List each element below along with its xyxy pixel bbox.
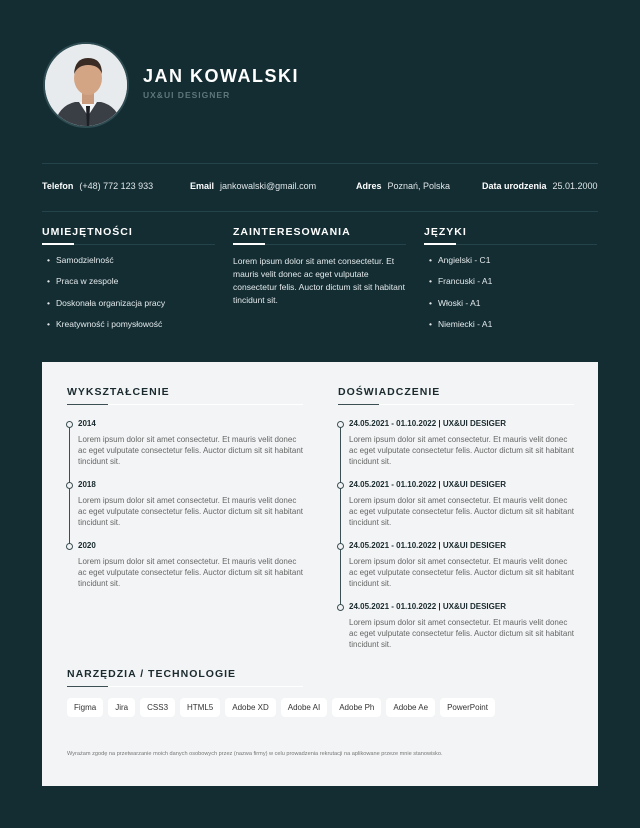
list-item: • Francuski - A1 <box>424 276 597 297</box>
tool-chip: Adobe Ph <box>332 698 381 717</box>
timeline-entry <box>67 541 303 602</box>
timeline-entry <box>338 480 574 541</box>
tool-chip: Jira <box>108 698 135 717</box>
entry-text: Lorem ipsum dolor sit amet consectetur. Et mauris velit donec ac eget vulputate consectetur felis. Auctor dictum sit sit habitant tincidunt sit. <box>349 496 575 527</box>
list-item: • Włoski - A1 <box>424 298 597 319</box>
section-heading: NARZĘDZIA / TECHNOLOGIE <box>67 668 303 687</box>
timeline-entry <box>67 480 303 541</box>
timeline-dot-icon <box>337 421 344 428</box>
timeline-entry <box>338 541 574 602</box>
section-heading: UMIEJĘTNOŚCI <box>42 226 215 245</box>
section-heading: ZAINTERESOWANIA <box>233 226 406 245</box>
timeline-entry <box>338 419 574 480</box>
profile-photo <box>43 42 129 128</box>
consent-note: Wyrażam zgodę na przetwarzanie moich danych osobowych przez (nazwa firmy) w celu prowadzenia rekrutacji na aplikowane przeze mnie stanowisko. <box>67 751 443 757</box>
tool-chip: Figma <box>67 698 103 717</box>
tools-section <box>67 668 495 717</box>
languages-section <box>424 226 597 340</box>
entry-text: Lorem ipsum dolor sit amet consectetur. Et mauris velit donec ac eget vulputate consectetur felis. Auctor dictum sit sit habitant tincidunt sit. <box>349 435 575 466</box>
experience-section <box>338 386 574 663</box>
timeline-entry <box>338 602 574 663</box>
interests-section <box>233 226 406 307</box>
contact-phone: Telefon (+48) 772 123 933 <box>42 181 154 191</box>
contact-address: Adres Poznań, Polska <box>356 181 451 191</box>
tool-chip: CSS3 <box>140 698 175 717</box>
skills-section <box>42 226 215 340</box>
divider <box>42 163 598 164</box>
education-section <box>67 386 303 602</box>
timeline-dot-icon <box>337 543 344 550</box>
entry-title: 24.05.2021 - 01.10.2022 | UX&UI DESIGER <box>349 602 506 611</box>
main-panel <box>42 362 598 786</box>
contact-birthdate: Data urodzenia 25.01.2000 <box>482 181 598 191</box>
timeline-dot-icon <box>337 482 344 489</box>
entry-text: Lorem ipsum dolor sit amet consectetur. Et mauris velit donec ac eget vulputate consectetur felis. Auctor dictum sit sit habitant tincidunt sit. <box>78 557 304 588</box>
entry-text: Lorem ipsum dolor sit amet consectetur. Et mauris velit donec ac eget vulputate consectetur felis. Auctor dictum sit sit habitant tincidunt sit. <box>349 618 575 649</box>
candidate-role: UX&UI DESIGNER <box>143 90 231 100</box>
list-item: • Samodzielność <box>42 255 215 276</box>
contact-email: Email jankowalski@gmail.com <box>190 181 317 191</box>
divider <box>42 211 598 212</box>
entry-title: 24.05.2021 - 01.10.2022 | UX&UI DESIGER <box>349 541 506 550</box>
entry-title: 2020 <box>78 541 96 550</box>
list-item: • Niemiecki - A1 <box>424 319 597 340</box>
entry-title: 24.05.2021 - 01.10.2022 | UX&UI DESIGER <box>349 419 506 428</box>
timeline-dot-icon <box>66 543 73 550</box>
timeline-entry <box>67 419 303 480</box>
tool-chip: Adobe XD <box>225 698 275 717</box>
list-item: • Praca w zespole <box>42 276 215 297</box>
tool-chip: Adobe AI <box>281 698 327 717</box>
timeline-dot-icon <box>66 421 73 428</box>
section-heading: JĘZYKI <box>424 226 597 245</box>
timeline-dot-icon <box>337 604 344 611</box>
entry-text: Lorem ipsum dolor sit amet consectetur. Et mauris velit donec ac eget vulputate consectetur felis. Auctor dictum sit sit habitant tincidunt sit. <box>78 496 304 527</box>
list-item: • Angielski - C1 <box>424 255 597 276</box>
interests-text: Lorem ipsum dolor sit amet consectetur. Et mauris velit donec ac eget vulputate consectetur felis. Auctor dictum sit sit habitant tincidunt sit. <box>233 256 405 305</box>
tool-chip: HTML5 <box>180 698 220 717</box>
entry-title: 2014 <box>78 419 96 428</box>
entry-title: 2018 <box>78 480 96 489</box>
candidate-name: JAN KOWALSKI <box>143 66 300 86</box>
list-item: • Kreatywność i pomysłowość <box>42 319 215 340</box>
list-item: • Doskonała organizacja pracy <box>42 298 215 319</box>
entry-text: Lorem ipsum dolor sit amet consectetur. Et mauris velit donec ac eget vulputate consectetur felis. Auctor dictum sit sit habitant tincidunt sit. <box>349 557 575 588</box>
section-heading: DOŚWIADCZENIE <box>338 386 574 405</box>
entry-text: Lorem ipsum dolor sit amet consectetur. Et mauris velit donec ac eget vulputate consectetur felis. Auctor dictum sit sit habitant tincidunt sit. <box>78 435 304 466</box>
section-heading: WYKSZTAŁCENIE <box>67 386 303 405</box>
entry-title: 24.05.2021 - 01.10.2022 | UX&UI DESIGER <box>349 480 506 489</box>
timeline-dot-icon <box>66 482 73 489</box>
tool-chip: PowerPoint <box>440 698 495 717</box>
tool-chip: Adobe Ae <box>386 698 435 717</box>
